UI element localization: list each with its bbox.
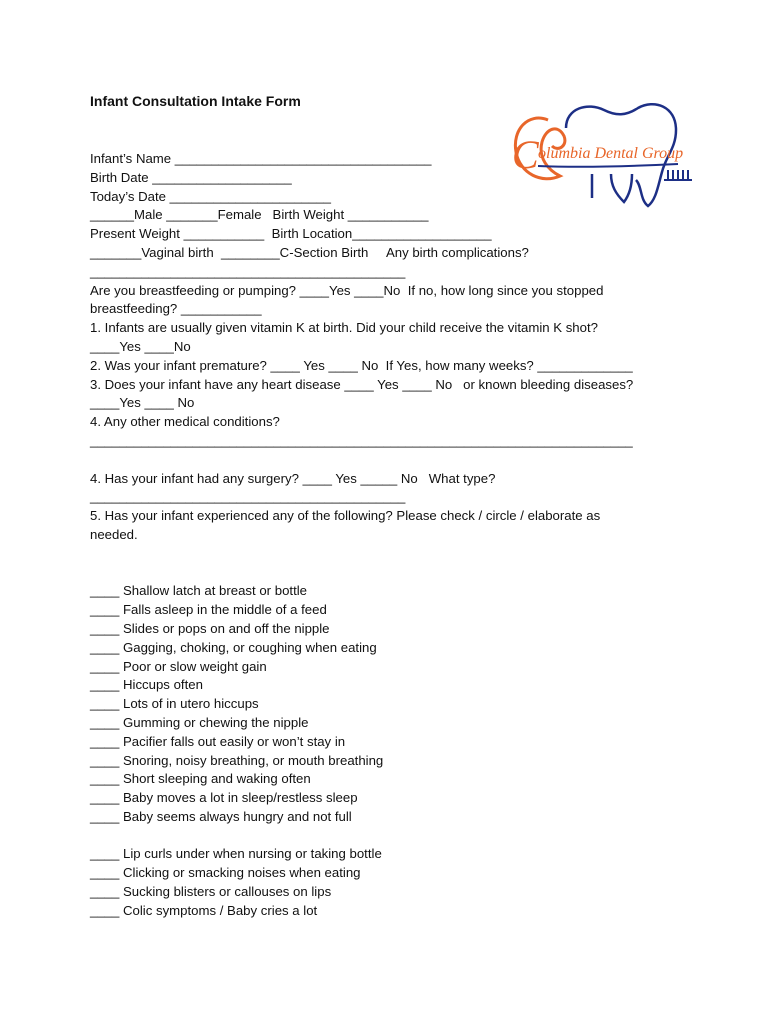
medical-conditions-blank[interactable]: __________________________________________________________________________: [90, 432, 633, 448]
symptom-item[interactable]: ____ Short sleeping and waking often: [90, 771, 311, 787]
sex-weight-field[interactable]: ______Male _______Female Birth Weight ___________: [90, 207, 429, 223]
infant-name-field[interactable]: Infant’s Name ___________________________________: [90, 151, 432, 166]
symptoms-list-a: [90, 582, 690, 826]
birth-date-field[interactable]: Birth Date ___________________: [90, 169, 292, 185]
symptom-item[interactable]: ____ Gagging, choking, or coughing when eating: [90, 639, 377, 655]
symptom-item[interactable]: ____ Pacifier falls out easily or won’t stay in: [90, 733, 346, 749]
form-body: [90, 150, 690, 921]
todays-date-field[interactable]: Today’s Date ______________________: [90, 188, 332, 204]
breastfeeding-question-cont[interactable]: breastfeeding? ___________: [90, 301, 262, 317]
symptom-item[interactable]: ____ Baby seems always hungry and not full: [90, 808, 352, 824]
symptom-item[interactable]: ____ Slides or pops on and off the nipple: [90, 620, 330, 636]
birth-type-field[interactable]: _______Vaginal birth ________C-Section Birth Any birth complications?: [90, 244, 529, 260]
symptom-item[interactable]: ____ Hiccups often: [90, 677, 203, 693]
logo-text: olumbia Dental Group: [538, 145, 684, 162]
symptom-item[interactable]: ____ Falls asleep in the middle of a feed: [90, 602, 327, 618]
symptom-item[interactable]: ____ Lots of in utero hiccups: [90, 696, 259, 712]
medical-conditions-question: 4. Any other medical conditions?: [90, 414, 280, 430]
symptom-item[interactable]: ____ Lip curls under when nursing or taking bottle: [90, 846, 382, 862]
surgery-question[interactable]: 4. Has your infant had any surgery? ____ Yes _____ No What type?: [90, 470, 496, 486]
symptom-item[interactable]: ____ Colic symptoms / Baby cries a lot: [90, 902, 318, 918]
birth-complications-blank[interactable]: ___________________________________________: [90, 263, 406, 279]
premature-question[interactable]: 2. Was your infant premature? ____ Yes ____ No If Yes, how many weeks? _____________: [90, 357, 633, 373]
symptom-item[interactable]: ____ Shallow latch at breast or bottle: [90, 583, 307, 599]
logo-initial: C: [512, 132, 539, 177]
symptoms-list-b: [90, 845, 690, 920]
symptom-item[interactable]: ____ Gumming or chewing the nipple: [90, 714, 309, 730]
symptom-item[interactable]: ____ Snoring, noisy breathing, or mouth breathing: [90, 752, 384, 768]
heart-disease-question[interactable]: 3. Does your infant have any heart disease ____ Yes ____ No or known bleeding diseases?: [90, 376, 634, 392]
symptom-item[interactable]: ____ Sucking blisters or callouses on lips: [90, 884, 332, 900]
vitamin-k-question: 1. Infants are usually given vitamin K at birth. Did your child receive the vitamin K shot?: [90, 320, 598, 336]
vitamin-k-answer[interactable]: ____Yes ____No: [90, 338, 191, 354]
symptom-item[interactable]: ____ Baby moves a lot in sleep/restless sleep: [90, 790, 358, 806]
symptom-item[interactable]: ____ Poor or slow weight gain: [90, 658, 267, 674]
symptoms-question-cont: needed.: [90, 526, 138, 542]
breastfeeding-question[interactable]: Are you breastfeeding or pumping? ____Yes ____No If no, how long since you stopped: [90, 282, 604, 298]
present-weight-field[interactable]: Present Weight ___________ Birth Location___________________: [90, 226, 492, 242]
bleeding-answer[interactable]: ____Yes ____ No: [90, 395, 195, 411]
symptoms-question: 5. Has your infant experienced any of the following? Please check / circle / elaborate as: [90, 508, 601, 524]
surgery-type-blank[interactable]: ___________________________________________: [90, 489, 406, 505]
form-title: Infant Consultation Intake Form: [90, 93, 301, 109]
symptom-item[interactable]: ____ Clicking or smacking noises when eating: [90, 865, 361, 881]
